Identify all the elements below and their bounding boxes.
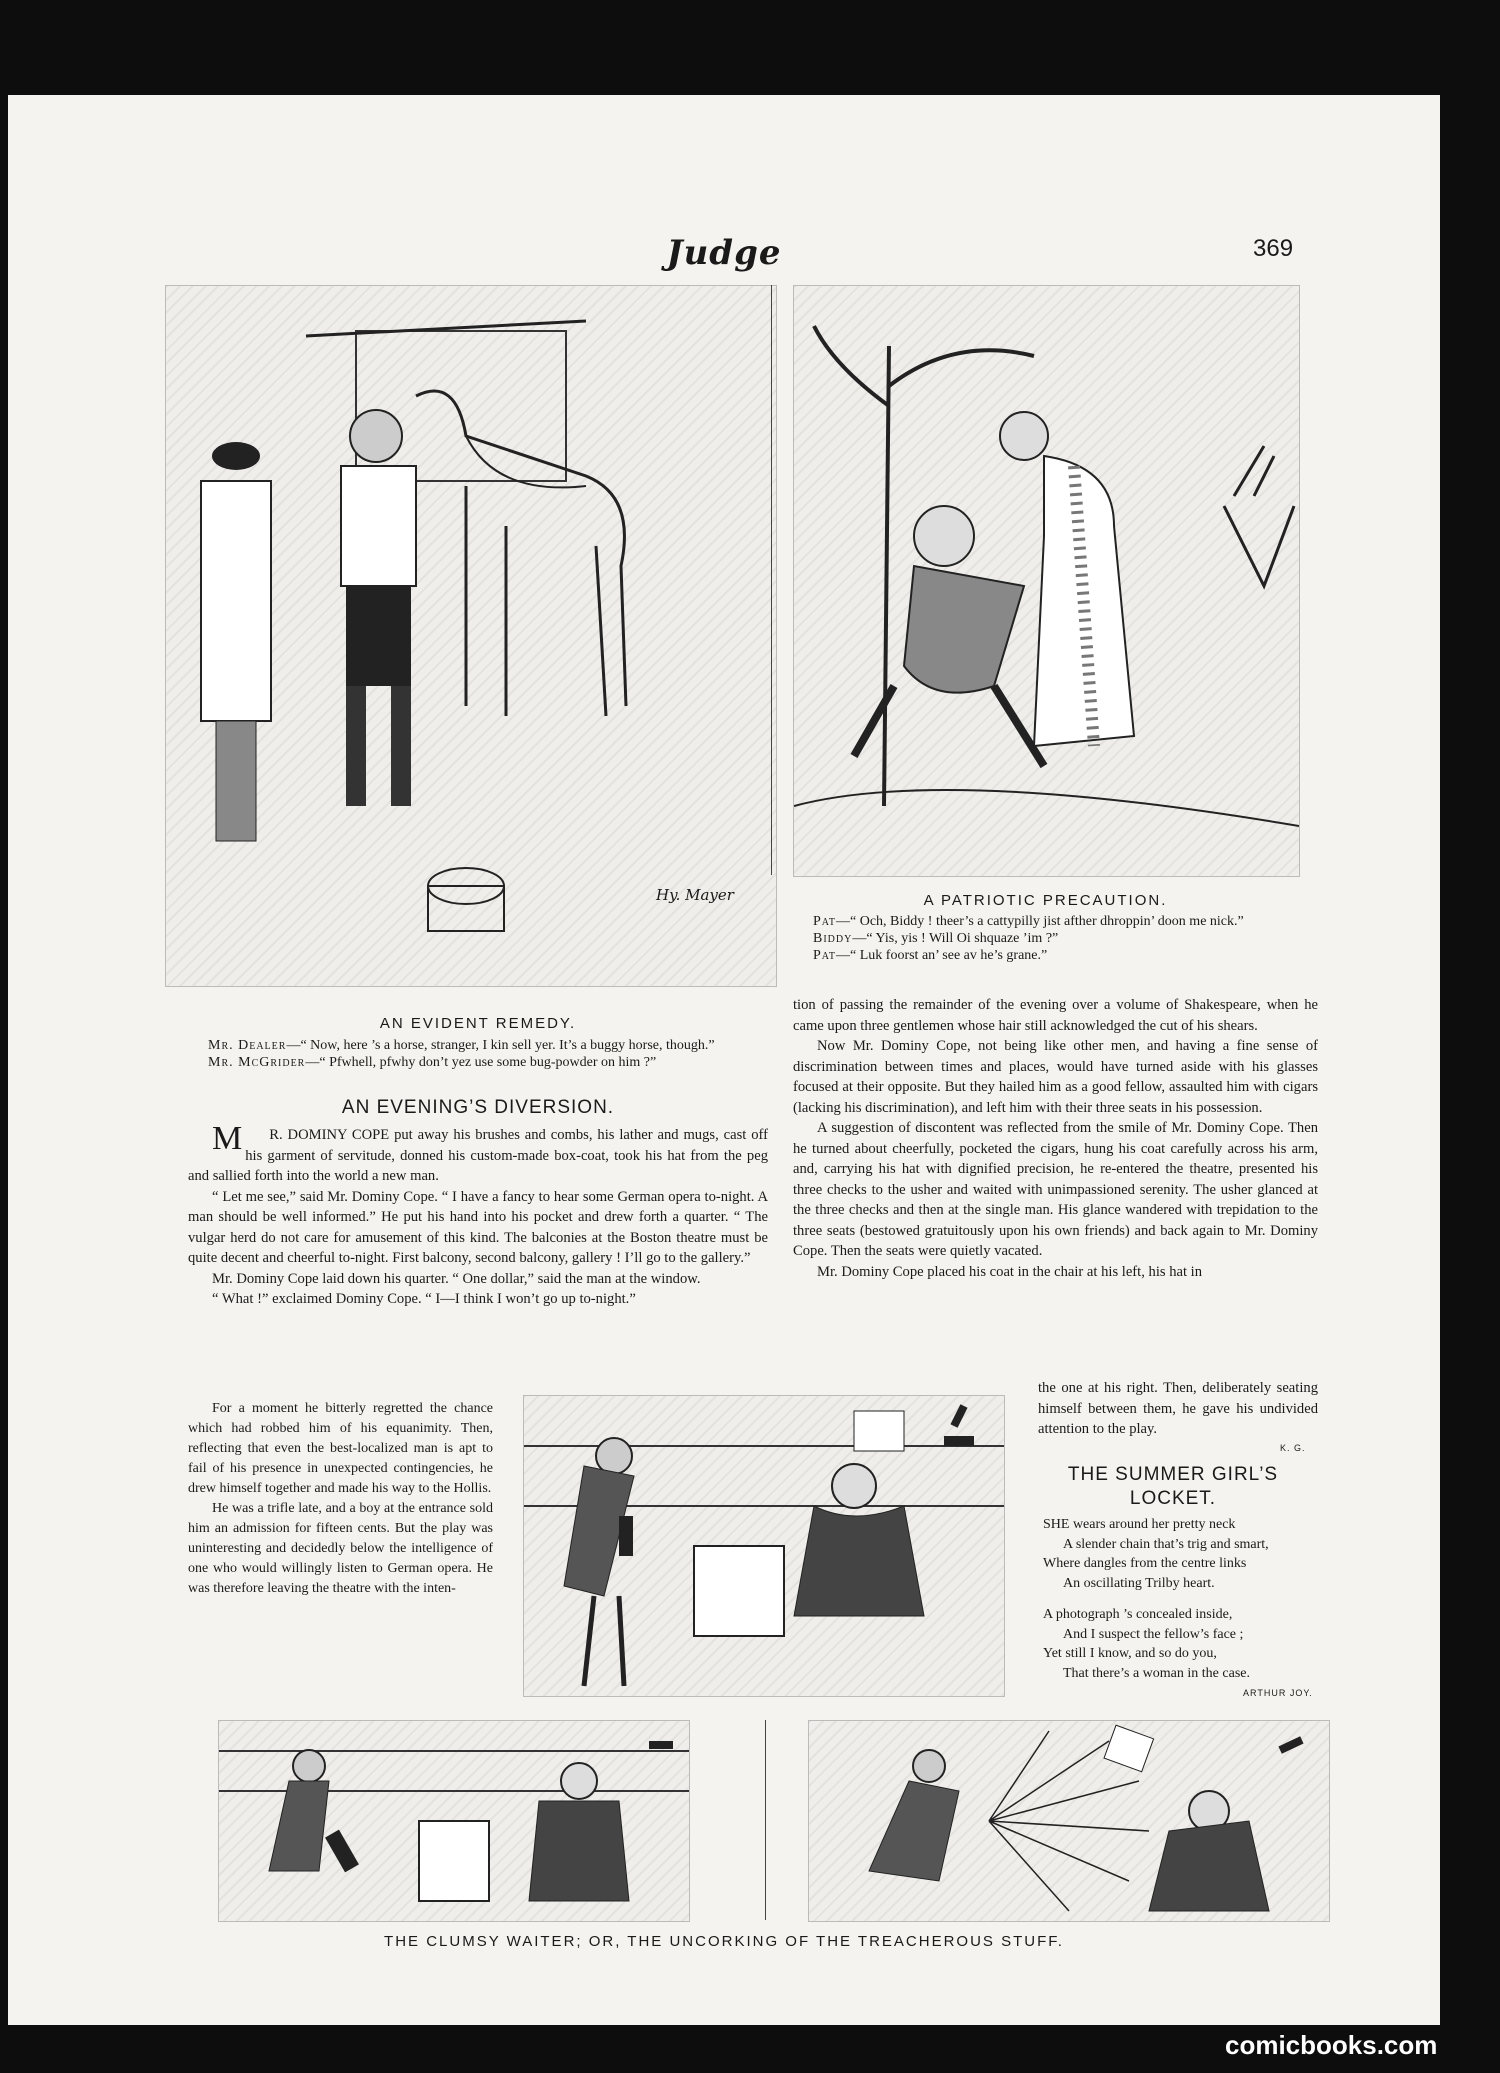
story-paragraph: Mr. Dominy Cope laid down his quarter. “ One dollar,” said the man at the window. xyxy=(212,1270,701,1287)
magazine-page xyxy=(8,95,1440,2025)
dialog-line: Mr. Dealer—“ Now, here ’s a horse, stranger, I kin sell yer. It’s a buggy horse, though.” xyxy=(208,1038,715,1053)
cartoon-title-patriotic-precaution: A PATRIOTIC PRECAUTION. xyxy=(923,892,1168,909)
story-paragraph: Now Mr. Dominy Cope, not being like other men, and having a fine sense of discrimination between times and places, would have turned aside with his glasses focused at their opposite. But they hailed him as a good fellow, assaulted him with cigars (lacking his discrimination), and left him with their three seats in his possession. xyxy=(793,1038,1318,1116)
dialog-line: Pat—“ Luk foorst an’ see av he’s grane.” xyxy=(813,948,1048,963)
watermark-text: comicbooks.com xyxy=(1225,2030,1438,2060)
story-paragraph: Mr. Dominy Cope placed his coat in the chair at his left, his hat in xyxy=(817,1263,1203,1280)
story-left-narrow-column xyxy=(188,1399,493,1599)
illustration-pat-and-biddy xyxy=(793,285,1300,877)
illustration-horse-dealer xyxy=(165,285,777,987)
artist-signature: Hy. Mayer xyxy=(656,886,734,904)
dialog-line: Mr. McGrider—“ Pfwhell, pfwhy don’t yez use some bug-powder on him ?” xyxy=(208,1055,657,1070)
poem-line: A slender chain that’s trig and smart, xyxy=(1063,1536,1269,1552)
story-left-column xyxy=(188,1120,768,1310)
poem-line: That there’s a woman in the case. xyxy=(1063,1665,1250,1681)
story-right-column xyxy=(793,995,1318,1282)
poem-line: A photograph ’s concealed inside, xyxy=(1043,1607,1233,1622)
poem-title xyxy=(1028,1463,1318,1511)
story-paragraph: “ Let me see,” said Mr. Dominy Cope. “ I have a fancy to hear some German opera to-night. A man should be well informed.” He put his hand into his pocket and drew forth a quarter. “ The vulgar herd do not care for amusement of this kind. The balconies at the Boston theatre must be quite decent and cheerful to-night. First balcony, second balcony, gallery ! I’ll go to the gallery.” xyxy=(188,1188,768,1266)
story-right-narrow-column xyxy=(1038,1378,1318,1440)
masthead-logo: Judge xyxy=(666,233,782,273)
illustration-waiter-uncorking xyxy=(218,1720,690,1922)
poem-title-line: LOCKET. xyxy=(1129,1488,1217,1509)
bottom-cartoon-caption: THE CLUMSY WAITER; OR, THE UNCORKING OF THE TREACHEROUS STUFF. xyxy=(384,1933,1064,1950)
story-signature: K. G. xyxy=(1280,1443,1306,1453)
story-title: AN EVENING’S DIVERSION. xyxy=(341,1097,615,1118)
illustration-waiter-at-table xyxy=(523,1395,1005,1697)
cartoon-title-evident-remedy: AN EVIDENT REMEDY. xyxy=(379,1015,577,1032)
poem-title-line: THE SUMMER GIRL’S xyxy=(1067,1464,1279,1485)
story-paragraph: For a moment he bitterly regretted the chance which had robbed him of his equanimity. Then, reflecting that even the best-localized man is apt to fail of his presence in unexpected contingencies, he drew himself together and made his way to the Hollis. xyxy=(188,1401,493,1496)
poem-line: SHE wears around her pretty neck xyxy=(1043,1517,1236,1532)
dialog-line: Biddy—“ Yis, yis ! Will Oi shquaze ’im ?” xyxy=(813,931,1059,946)
bottom-column-divider xyxy=(765,1720,766,1920)
story-paragraph: He was a trifle late, and a boy at the entrance sold him an admission for fifteen cents. But the play was uninteresting and decidedly below the intelligence of one who would willingly listen to German opera. He was therefore leaving the theatre with the inten- xyxy=(188,1501,493,1596)
cartoon-dialog-patriotic-precaution xyxy=(793,913,1298,964)
column-divider xyxy=(771,285,772,875)
page-number: 369 xyxy=(1253,235,1294,262)
story-paragraph: tion of passing the remainder of the evening over a volume of Shakespeare, when he came upon three gentlemen whose hair still acknowledged the cut of his shears. xyxy=(793,997,1318,1034)
story-paragraph: “ What !” exclaimed Dominy Cope. “ I—I think I won’t go up to-night.” xyxy=(212,1291,636,1307)
story-paragraph: MR. DOMINY COPE put away his brushes and combs, his lather and mugs, cast off his garment of servitude, donned his custom-made box-coat, took his hat from the peg and sallied forth into the world a new man. xyxy=(188,1120,768,1184)
dialog-line: Pat—“ Och, Biddy ! theer’s a cattypilly jist afther dhroppin’ doon me nick.” xyxy=(813,914,1244,929)
poem-line: An oscillating Trilby heart. xyxy=(1063,1575,1215,1591)
illustration-champagne-explosion xyxy=(808,1720,1330,1922)
poem-body xyxy=(1043,1515,1303,1683)
story-paragraph: A suggestion of discontent was reflected from the smile of Mr. Dominy Cope. Then he turned about cheerfully, pocketed the cigars, hung his coat carefully across his arm, and, carrying his hat with dignified precision, he re-entered the theatre, presented his three checks to the usher and waited with unimpassioned serenity. The usher glanced at the three checks and then at the single man. His glance wandered with trepidation to the three seats (bestowed gratuitously upon his own friends) and back again to Mr. Dominy Cope. Then the seats were quietly vacated. xyxy=(793,1120,1318,1259)
poem-author: ARTHUR JOY. xyxy=(1243,1688,1313,1698)
poem-line: And I suspect the fellow’s face ; xyxy=(1063,1626,1244,1642)
poem-line: Where dangles from the centre links xyxy=(1043,1556,1247,1571)
cartoon-dialog-evident-remedy xyxy=(188,1037,768,1071)
story-paragraph: the one at his right. Then, deliberately seating himself between them, he gave his undivided attention to the play. xyxy=(1038,1380,1318,1437)
poem-line: Yet still I know, and so do you, xyxy=(1043,1646,1217,1661)
